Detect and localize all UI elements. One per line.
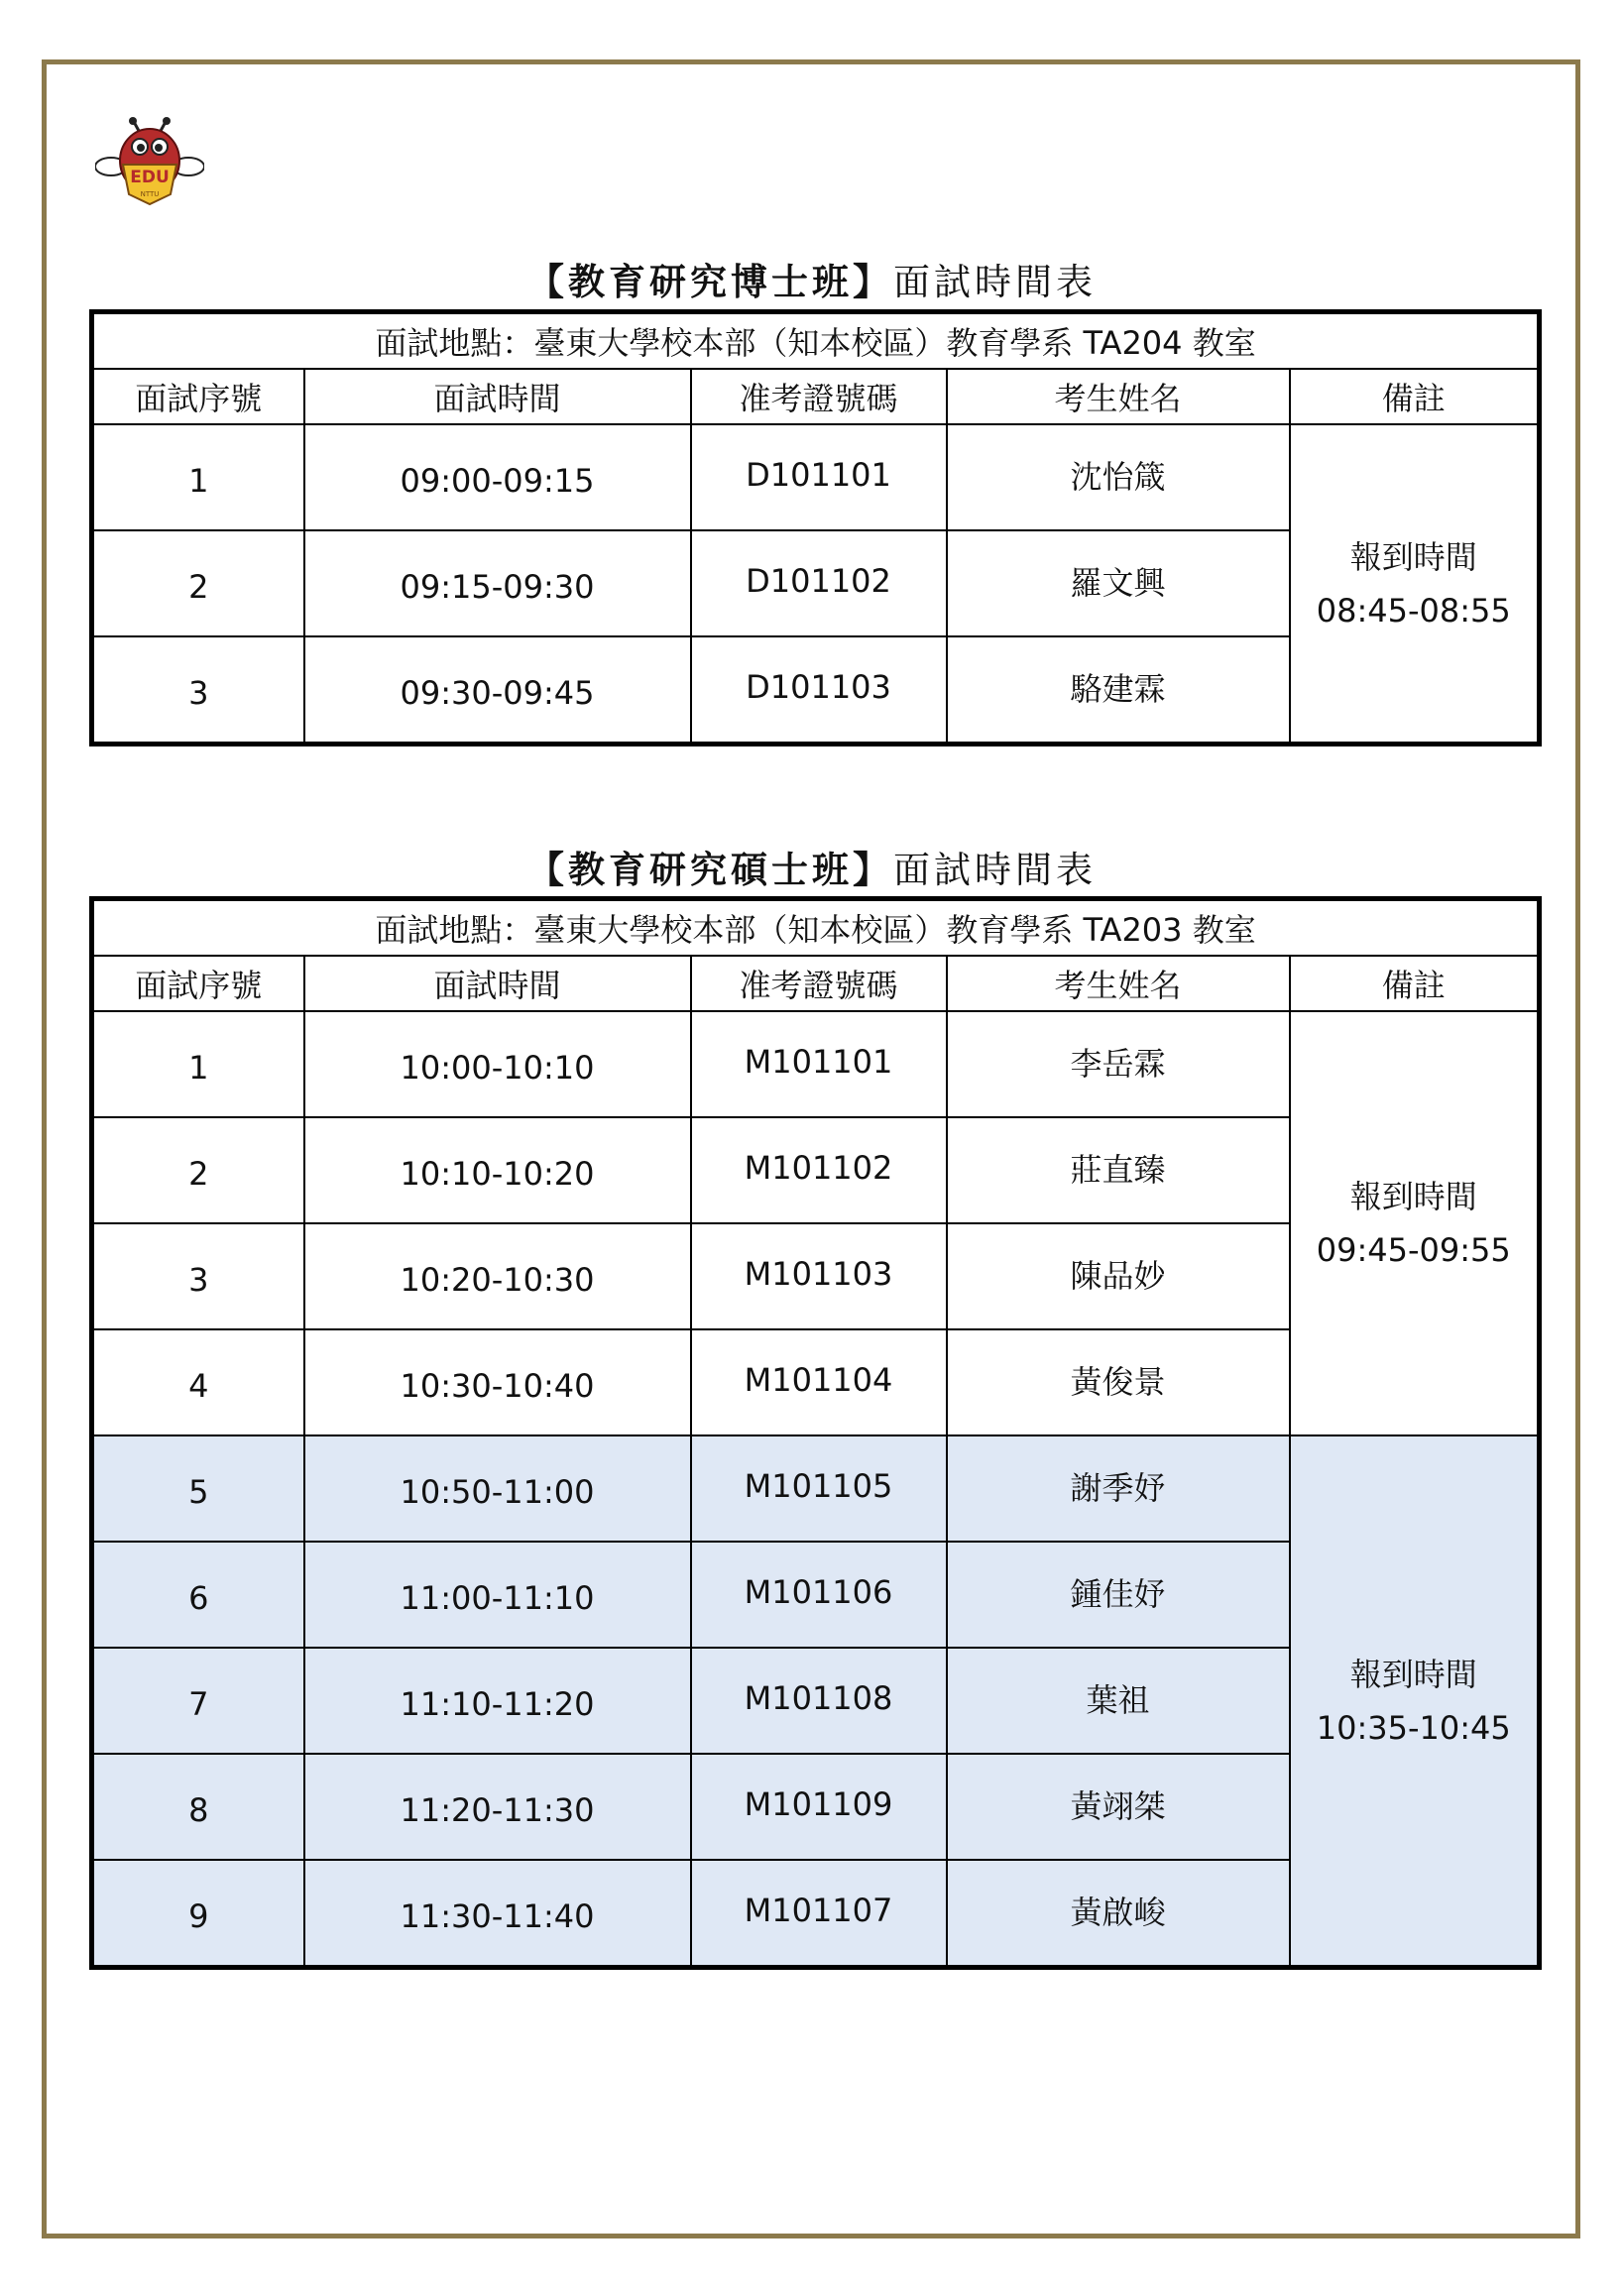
row-name: 駱建霖	[947, 636, 1290, 745]
row-name: 莊直臻	[947, 1117, 1290, 1223]
row-number: 7	[92, 1648, 304, 1754]
header-remark: 備註	[1290, 956, 1540, 1011]
row-time: 10:10-10:20	[304, 1117, 691, 1223]
header-row	[92, 369, 1540, 424]
row-time: 10:50-11:00	[304, 1435, 691, 1542]
row-number: 8	[92, 1754, 304, 1860]
row-admission-id: D101101	[691, 424, 947, 530]
masters-interview-table	[89, 896, 1542, 1970]
title-normal-part: 面試時間表	[893, 261, 1097, 303]
row-number: 5	[92, 1435, 304, 1542]
row-name: 黃啟峻	[947, 1860, 1290, 1968]
check-in-time: 09:45-09:55	[1316, 1231, 1511, 1269]
interview-location: 面試地點：臺東大學校本部（知本校區）教育學系 TA204 教室	[92, 312, 1540, 370]
row-admission-id: M101107	[691, 1860, 947, 1968]
header-remark: 備註	[1290, 369, 1540, 424]
logo-text: EDU	[130, 168, 170, 187]
row-name: 羅文興	[947, 530, 1290, 636]
check-in-label: 報到時間	[1349, 1178, 1477, 1215]
row-name: 謝季妤	[947, 1435, 1290, 1542]
title-bold-part: 【教育研究碩士班】	[527, 849, 893, 891]
row-admission-id: M101108	[691, 1648, 947, 1754]
row-number: 2	[92, 1117, 304, 1223]
check-in-time: 10:35-10:45	[1316, 1708, 1511, 1747]
row-admission-id: M101109	[691, 1754, 947, 1860]
bee-logo-icon	[95, 117, 204, 208]
header-admission-id: 准考證號碼	[691, 956, 947, 1011]
edu-bee-logo	[95, 117, 204, 208]
row-admission-id: D101102	[691, 530, 947, 636]
row-number: 3	[92, 1223, 304, 1329]
row-name: 李岳霖	[947, 1011, 1290, 1117]
row-name: 沈怡箴	[947, 424, 1290, 530]
row-number: 9	[92, 1860, 304, 1968]
header-name: 考生姓名	[947, 369, 1290, 424]
check-in-time: 08:45-08:55	[1316, 591, 1511, 630]
interview-location: 面試地點：臺東大學校本部（知本校區）教育學系 TA203 教室	[92, 899, 1540, 957]
row-time: 10:20-10:30	[304, 1223, 691, 1329]
doctoral-schedule-title	[0, 258, 1624, 307]
location-row	[92, 899, 1540, 957]
row-name: 陳品妙	[947, 1223, 1290, 1329]
header-number: 面試序號	[92, 956, 304, 1011]
row-time: 10:30-10:40	[304, 1329, 691, 1435]
location-row	[92, 312, 1540, 370]
header-row	[92, 956, 1540, 1011]
title-bold-part: 【教育研究博士班】	[527, 261, 893, 303]
logo-subtext: NTTU	[140, 190, 160, 198]
row-admission-id: M101101	[691, 1011, 947, 1117]
row-admission-id: D101103	[691, 636, 947, 745]
check-in-remark	[1290, 424, 1540, 745]
title-normal-part: 面試時間表	[893, 849, 1097, 891]
row-time: 11:30-11:40	[304, 1860, 691, 1968]
row-name: 黃俊景	[947, 1329, 1290, 1435]
header-time: 面試時間	[304, 956, 691, 1011]
masters-schedule-title	[0, 846, 1624, 895]
row-name: 鍾佳妤	[947, 1542, 1290, 1648]
check-in-label: 報到時間	[1349, 1655, 1477, 1693]
check-in-remark	[1290, 1435, 1540, 1968]
row-admission-id: M101104	[691, 1329, 947, 1435]
table-row	[92, 1435, 1540, 1542]
header-admission-id: 准考證號碼	[691, 369, 947, 424]
row-admission-id: M101102	[691, 1117, 947, 1223]
row-admission-id: M101106	[691, 1542, 947, 1648]
row-number: 3	[92, 636, 304, 745]
row-time: 11:10-11:20	[304, 1648, 691, 1754]
header-name: 考生姓名	[947, 956, 1290, 1011]
row-admission-id: M101105	[691, 1435, 947, 1542]
row-time: 09:30-09:45	[304, 636, 691, 745]
row-number: 2	[92, 530, 304, 636]
row-admission-id: M101103	[691, 1223, 947, 1329]
row-time: 11:00-11:10	[304, 1542, 691, 1648]
row-number: 1	[92, 1011, 304, 1117]
row-number: 4	[92, 1329, 304, 1435]
row-number: 1	[92, 424, 304, 530]
table-row	[92, 1011, 1540, 1117]
doctoral-interview-table	[89, 309, 1542, 746]
row-name: 黃翊桀	[947, 1754, 1290, 1860]
row-time: 09:00-09:15	[304, 424, 691, 530]
check-in-label: 報到時間	[1349, 537, 1477, 576]
row-time: 09:15-09:30	[304, 530, 691, 636]
header-time: 面試時間	[304, 369, 691, 424]
row-time: 11:20-11:30	[304, 1754, 691, 1860]
row-time: 10:00-10:10	[304, 1011, 691, 1117]
header-number: 面試序號	[92, 369, 304, 424]
check-in-remark	[1290, 1011, 1540, 1435]
table-row	[92, 424, 1540, 530]
row-name: 葉祖	[947, 1648, 1290, 1754]
row-number: 6	[92, 1542, 304, 1648]
